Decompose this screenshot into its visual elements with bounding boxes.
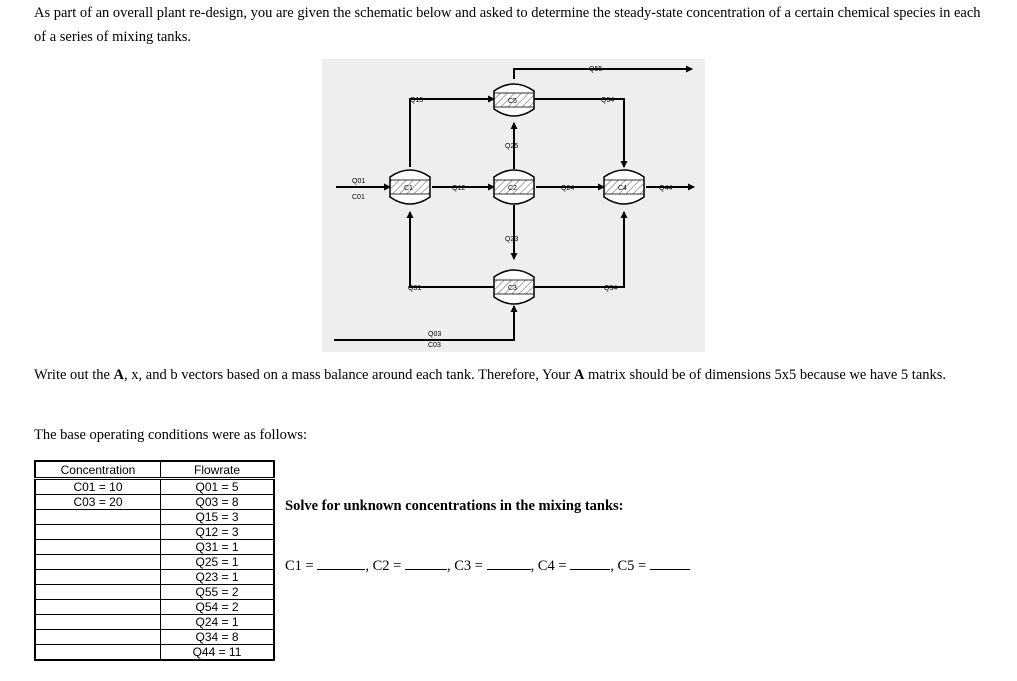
flowrate-cell: Q34 = 8 [161,630,275,645]
instruction-mid: , x, and b vectors based on a mass balance around each tank. Therefore, Your [124,367,574,383]
tank-c1-label: C1 [404,185,413,192]
label-q44: Q44 [659,185,673,192]
operating-conditions-table [34,460,275,661]
intro-paragraph: As part of an overall plant re-design, you are given the schematic below and asked to determine the steady-state concentration of a certain chemical species in each of a series of mixing tanks. [34,5,981,45]
base-conditions-text: The base operating conditions were as follows: [34,427,308,443]
flowrate-cell: Q15 = 3 [161,510,275,525]
concentration-cell: C01 = 10 [35,479,161,495]
flowrate-cell: Q03 = 8 [161,495,275,510]
table-row [35,495,274,510]
instruction-paragraph [34,366,1004,385]
label-q55: Q55 [589,66,603,73]
concentration-cell [35,645,161,661]
table-row [35,645,274,661]
label-q25: Q25 [505,143,519,150]
concentration-cell [35,630,161,645]
label-q01: Q01 [352,178,366,185]
label-c03: C03 [428,342,441,349]
answer-c5-label: , C5 = [610,558,650,574]
table-row [35,510,274,525]
label-q31: Q31 [408,285,422,292]
label-q15: Q15 [410,97,424,104]
answer-c3-label: , C3 = [446,558,487,574]
answer-c2-blank[interactable] [405,555,447,570]
answer-c5-blank[interactable] [650,555,690,570]
concentration-cell [35,600,161,615]
label-q54: Q54 [601,97,615,104]
label-c01: C01 [352,194,365,201]
tank-c4-label: C4 [618,185,627,192]
flowrate-cell: Q12 = 3 [161,525,275,540]
answer-c4-blank[interactable] [570,555,610,570]
flowrate-cell: Q44 = 11 [161,645,275,661]
flowrate-cell: Q23 = 1 [161,570,275,585]
label-q24: Q24 [561,185,575,192]
tank-c2 [494,170,534,204]
flowrate-cell: Q01 = 5 [161,479,275,495]
table-row [35,555,274,570]
answer-c3-blank[interactable] [487,555,531,570]
tank-c4 [604,170,644,204]
flowrate-cell: Q24 = 1 [161,615,275,630]
answer-line [285,555,690,575]
answer-c4-label: , C4 = [530,558,571,574]
label-q03: Q03 [428,331,442,338]
answer-c2-label: , C2 = [365,558,405,574]
table-row [35,570,274,585]
flowrate-cell: Q55 = 2 [161,585,275,600]
concentration-cell [35,525,161,540]
concentration-cell [35,585,161,600]
label-q34: Q34 [604,285,618,292]
label-q12: Q12 [452,185,466,192]
table-row [35,615,274,630]
concentration-cell: C03 = 20 [35,495,161,510]
flowrate-cell: Q31 = 1 [161,540,275,555]
solve-prompt: Solve for unknown concentrations in the mixing tanks: [285,498,624,514]
concentration-cell [35,615,161,630]
instruction-matrix-a: A [113,367,125,383]
tank-c5 [494,84,534,116]
flowrate-cell: Q25 = 1 [161,555,275,570]
tank-c1 [390,170,430,204]
answer-c1-label: C1 = [285,558,318,574]
mixing-tanks-schematic [322,59,705,352]
concentration-cell [35,570,161,585]
tank-c3-label: C3 [508,285,517,292]
instruction-pre: Write out the [34,367,114,383]
header-concentration: Concentration [35,461,161,479]
table-row [35,600,274,615]
concentration-cell [35,540,161,555]
flowrate-cell: Q54 = 2 [161,600,275,615]
table-row [35,540,274,555]
concentration-cell [35,555,161,570]
header-flowrate: Flowrate [161,461,275,479]
answer-c1-blank[interactable] [317,555,365,570]
table-row [35,585,274,600]
instruction-post: matrix should be of dimensions 5x5 because we have 5 tanks. [584,367,947,383]
table-row [35,525,274,540]
label-q23: Q23 [505,236,519,243]
tank-c3 [494,270,534,304]
tank-c2-label: C2 [508,185,517,192]
table-row [35,479,274,495]
concentration-cell [35,510,161,525]
instruction-matrix-a-2: A [573,367,585,383]
table-row [35,630,274,645]
tank-c5-label: C5 [508,98,517,105]
